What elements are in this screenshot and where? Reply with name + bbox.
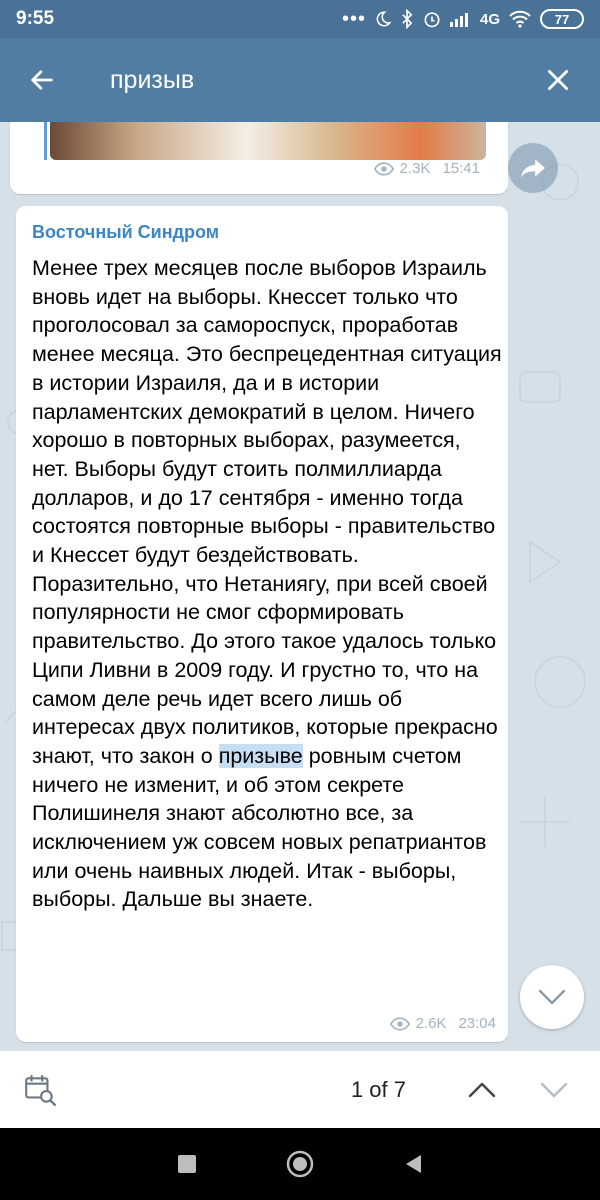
status-icons — [342, 9, 584, 29]
next-result-button[interactable] — [518, 1051, 590, 1129]
search-by-date-button[interactable] — [0, 1051, 80, 1129]
back-button[interactable] — [0, 38, 84, 122]
message-bubble[interactable] — [16, 206, 508, 1042]
previous-result-button[interactable] — [446, 1051, 518, 1129]
status-bar — [0, 0, 600, 38]
reply-accent-bar — [44, 122, 47, 160]
triangle-back-icon — [403, 1153, 423, 1175]
calendar-search-icon — [23, 1073, 57, 1107]
battery-indicator: 77 — [540, 9, 584, 29]
square-icon — [178, 1155, 196, 1173]
views-count: 2.6K — [415, 1015, 447, 1032]
message-text-after: ровным счетом ничего не изменит, и об этом секрете Полишинеля знают абсолютно все, за исключением уж совсем новых репатриантов или очень наивных людей. Итак - выборы, выборы. Дальше вы знаете. — [32, 743, 487, 912]
system-back-button[interactable] — [383, 1134, 443, 1194]
bluetooth-icon — [400, 9, 414, 29]
message-text — [32, 254, 502, 914]
recent-apps-button[interactable] — [157, 1134, 217, 1194]
network-type: 4G — [479, 10, 500, 28]
search-navigation-bar — [0, 1050, 600, 1128]
message-time: 23:04 — [458, 1015, 496, 1032]
wifi-icon — [508, 10, 532, 28]
arrow-left-icon — [28, 66, 56, 94]
more-dots-icon: ••• — [341, 8, 366, 30]
search-input[interactable]: призыв — [110, 65, 195, 94]
home-button[interactable] — [270, 1134, 330, 1194]
message-time: 15:41 — [442, 160, 480, 177]
message-text-before: Менее трех месяцев после выборов Израиль вновь идет на выборы. Кнессет только что проголосовал за самороспуск, проработав менее месяца. Это беспрецедентная ситуация в истории Израиля, да и в истории парламентских демократий в целом. Ничего хорошо в повторных выборах, разумеется, нет. Выборы будут стоить полмиллиарда долларов, и до 17 сентября - именно тогда состоятся повторные выборы - правительство и Кнессет будут бездействовать. Поразительно, что Нетаниягу, при всей своей популярности не смог сформировать правительство. До этого такое удалось только Ципи Ливни в 2009 году. И грустно то, что на самом деле речь идет всего лишь об интересах двух политиков, которые прекрасно знают, что закон о — [32, 256, 502, 768]
clear-search-button[interactable] — [516, 38, 600, 122]
chevron-down-icon — [540, 1082, 568, 1098]
eye-icon — [374, 162, 394, 176]
message-photo[interactable] — [50, 122, 486, 160]
sender-name[interactable]: Восточный Синдром — [32, 222, 220, 242]
chat-area[interactable] — [0, 122, 600, 1050]
share-button[interactable] — [508, 143, 558, 193]
message-meta — [390, 1015, 496, 1032]
home-circle-icon — [286, 1150, 314, 1178]
search-result-counter: 1 of 7 — [350, 1076, 406, 1102]
scroll-down-button[interactable] — [520, 965, 584, 1029]
alarm-icon — [422, 9, 442, 29]
status-time: 9:55 — [16, 8, 55, 29]
previous-message-meta — [374, 160, 480, 177]
views-count: 2.3K — [399, 160, 431, 177]
chevron-down-icon — [538, 989, 566, 1005]
search-toolbar — [0, 38, 600, 122]
eye-icon — [390, 1017, 410, 1031]
previous-message-bubble[interactable] — [10, 122, 508, 194]
system-navigation-bar — [0, 1128, 600, 1200]
share-arrow-icon — [520, 157, 546, 179]
search-highlight: призыве — [218, 743, 303, 768]
moon-icon — [374, 10, 392, 28]
signal-icon — [450, 11, 472, 27]
chevron-up-icon — [468, 1082, 496, 1098]
close-icon — [545, 67, 571, 93]
